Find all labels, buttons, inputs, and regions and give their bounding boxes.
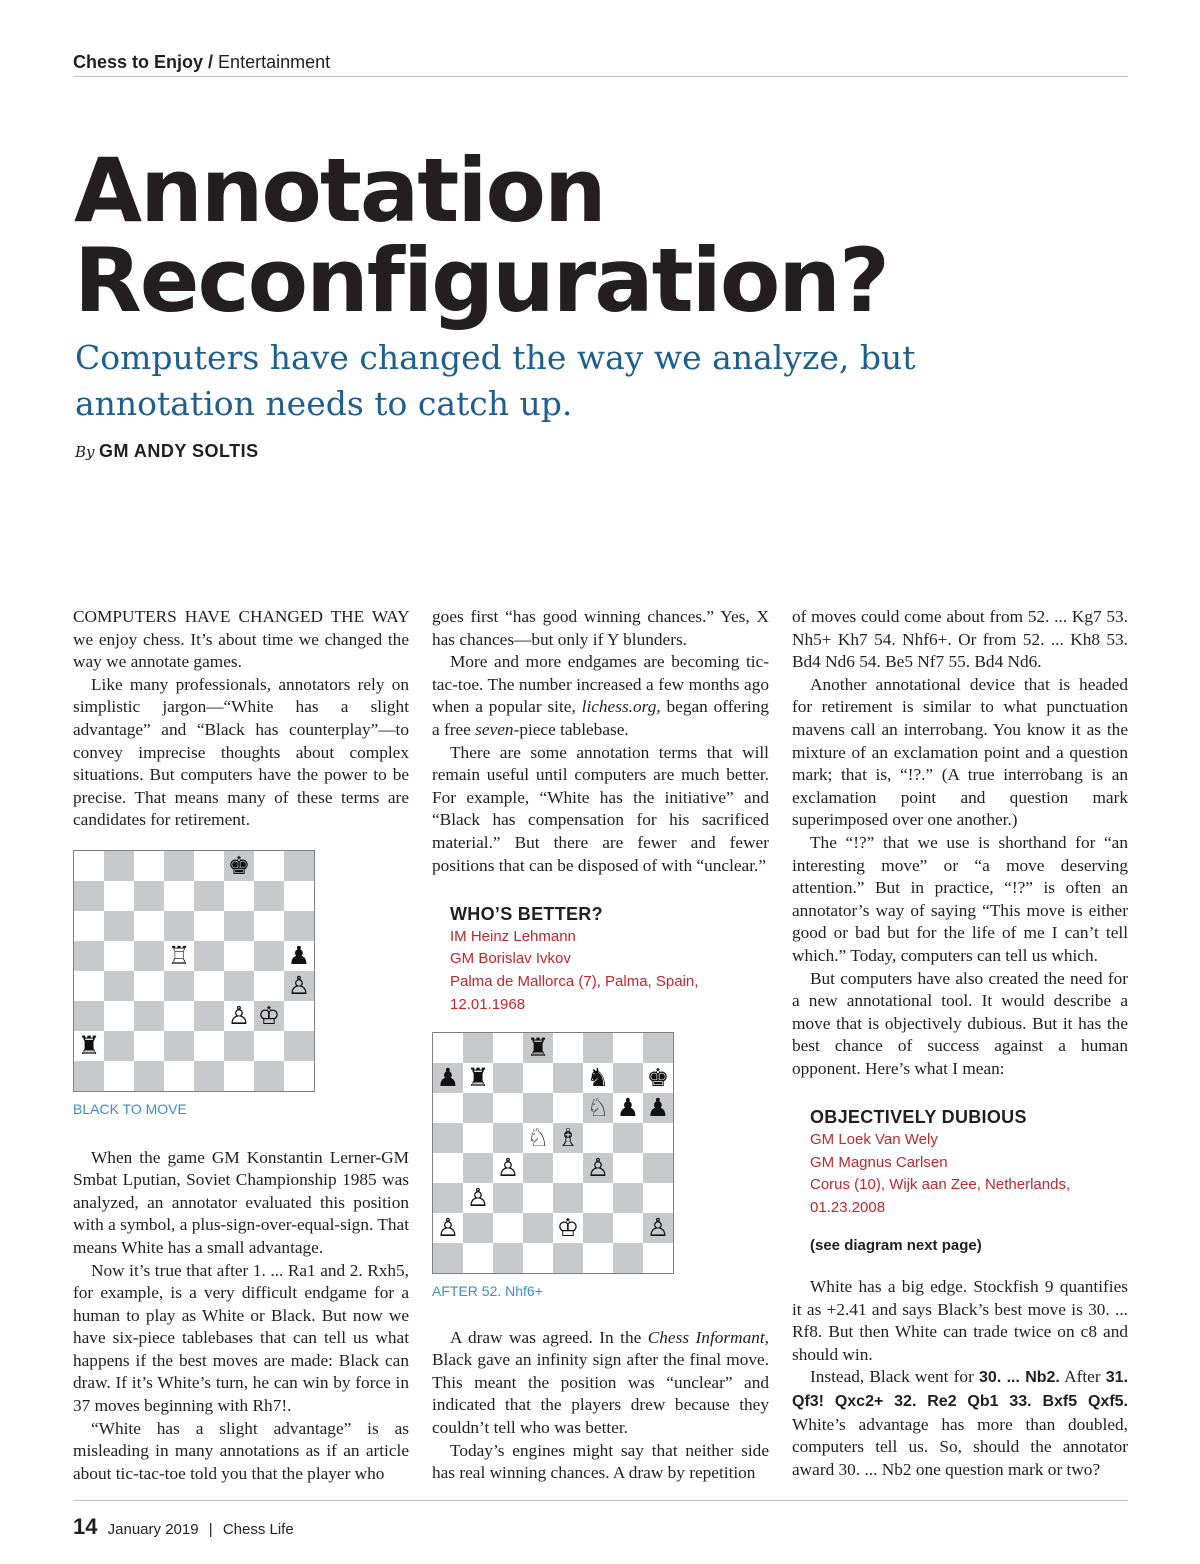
board-square bbox=[284, 1001, 314, 1031]
magazine-name: Chess Life bbox=[222, 1521, 294, 1538]
board-square bbox=[104, 911, 134, 941]
chess-piece: ♙ bbox=[287, 970, 311, 1000]
game-event: Corus (10), Wijk aan Zee, Netherlands, bbox=[810, 1176, 1071, 1194]
board-square bbox=[104, 1031, 134, 1061]
board-square bbox=[463, 1153, 493, 1183]
paragraph-text: Instead, Black went for bbox=[810, 1367, 980, 1387]
board-square bbox=[104, 851, 134, 881]
board-square bbox=[254, 851, 284, 881]
byline-author: GM ANDY SOLTIS bbox=[99, 441, 259, 461]
board-square bbox=[164, 971, 194, 1001]
board-square bbox=[613, 1243, 643, 1273]
board-square bbox=[104, 971, 134, 1001]
board-square bbox=[224, 1061, 254, 1091]
chess-piece: ♘ bbox=[586, 1093, 610, 1123]
board-square bbox=[74, 911, 104, 941]
paragraph: Another annotational device that is headed for retirement is similar to what punctuation mavens call an interrobang. You know it as the mixture of an exclamation point and a question mark; that is, “!?.” (A true interrobang is an exclamation point and question mark superimposed over one another.) bbox=[792, 674, 1128, 830]
page-number: 14 bbox=[73, 1514, 98, 1539]
publication-name: Chess Informant, bbox=[647, 1327, 769, 1347]
chess-piece: ♜ bbox=[526, 1033, 550, 1063]
header-separator: / bbox=[203, 52, 219, 72]
board-square bbox=[523, 1153, 553, 1183]
issue-date: January 2019 bbox=[107, 1521, 199, 1538]
board-square bbox=[134, 911, 164, 941]
board-square bbox=[493, 1183, 523, 1213]
board-square bbox=[523, 1213, 553, 1243]
board-square bbox=[613, 1063, 643, 1093]
paragraph: The “!?” that we use is shorthand for “an interesting move” or “a move deserving attention.” But in practice, “!?” is often an annotator’s way of saying “This move is either good or bad but for the life of me I can’t tell which.” Today, computers can tell us which. bbox=[792, 832, 1128, 965]
board-square bbox=[164, 1001, 194, 1031]
byline-by: By bbox=[75, 443, 95, 461]
site-name: lichess.org, bbox=[581, 697, 661, 717]
board-square bbox=[613, 1213, 643, 1243]
game-black-player: GM Borislav Ivkov bbox=[450, 950, 571, 968]
title-line-1: Annotation bbox=[74, 139, 605, 242]
board-square bbox=[433, 1033, 463, 1063]
paragraph: But computers have also created the need for a new annotational tool. It would describe a move that is objectively dubious. But it has the best chance of success against a human opponent. Here’s what I mean: bbox=[792, 968, 1128, 1078]
chess-piece: ♙ bbox=[466, 1183, 490, 1213]
board-square bbox=[643, 1243, 673, 1273]
diagram-caption: BLACK TO MOVE bbox=[73, 1100, 187, 1117]
game-white-player: GM Loek Van Wely bbox=[810, 1131, 938, 1149]
paragraph-text: Black gave an infinity sign after the final move. This meant the position was “unclear” and indicated that the players drew because they couldn’t tell who was better. bbox=[432, 1350, 769, 1438]
board-square bbox=[433, 1243, 463, 1273]
board-square bbox=[74, 851, 104, 881]
board-square bbox=[104, 881, 134, 911]
board-square bbox=[463, 1033, 493, 1063]
chess-diagram-2 bbox=[432, 1032, 674, 1274]
chess-diagram-1 bbox=[73, 850, 315, 1092]
board-square bbox=[643, 1183, 673, 1213]
section-heading: WHO’S BETTER? bbox=[450, 904, 603, 925]
board-square bbox=[493, 1033, 523, 1063]
board-square bbox=[284, 911, 314, 941]
board-square bbox=[463, 1213, 493, 1243]
board-square bbox=[194, 1031, 224, 1061]
board-square bbox=[553, 1063, 583, 1093]
paragraph: “White has a slight advantage” is as misleading in many annotations as if an article about tic-tac-toe told you that the player who bbox=[73, 1418, 409, 1483]
board-square bbox=[613, 1183, 643, 1213]
board-square bbox=[493, 1243, 523, 1273]
board-square bbox=[583, 1033, 613, 1063]
lead-in: COMPUTERS HAVE CHANGED THE WAY bbox=[73, 607, 409, 626]
game-event: Palma de Mallorca (7), Palma, Spain, bbox=[450, 972, 699, 990]
board-square bbox=[74, 881, 104, 911]
board-square bbox=[433, 1183, 463, 1213]
diagram-caption: AFTER 52. Nhf6+ bbox=[432, 1283, 543, 1300]
board-square bbox=[553, 1183, 583, 1213]
board-square bbox=[224, 1031, 254, 1061]
chess-piece: ♙ bbox=[436, 1213, 460, 1243]
chess-piece: ♚ bbox=[646, 1063, 670, 1093]
board-square bbox=[194, 911, 224, 941]
board-square bbox=[74, 941, 104, 971]
board-square bbox=[164, 1031, 194, 1061]
game-date: 01.23.2008 bbox=[810, 1198, 886, 1216]
paragraph: There are some annotation terms that will remain useful until computers are much better. For example, “White has the initiative” and “Black has compensation for his sacrificed material.” But there are fewer and fewer positions that can be disposed of with “unclear.” bbox=[432, 742, 769, 875]
board-square bbox=[583, 1213, 613, 1243]
paragraph-text: After bbox=[1059, 1367, 1106, 1387]
chess-piece: ♟ bbox=[436, 1063, 460, 1093]
board-square bbox=[164, 881, 194, 911]
board-square bbox=[74, 1001, 104, 1031]
board-square bbox=[433, 1153, 463, 1183]
board-square bbox=[643, 1123, 673, 1153]
game-black-player: GM Magnus Carlsen bbox=[810, 1153, 948, 1171]
see-diagram-note: (see diagram next page) bbox=[810, 1237, 982, 1255]
column-3 bbox=[792, 606, 1128, 1481]
paragraph-text: White’s advantage has more than doubled, computers tell us. So, should the annotator award 30. ... Nb2 one question mark or two? bbox=[792, 1414, 1128, 1479]
board-square bbox=[493, 1123, 523, 1153]
board-square bbox=[523, 1243, 553, 1273]
board-square bbox=[493, 1093, 523, 1123]
board-square bbox=[134, 941, 164, 971]
emphasis: seven bbox=[475, 719, 514, 739]
paragraph-text: we enjoy chess. It’s about time we changed the way we annotate games. bbox=[73, 629, 409, 672]
chess-piece: ♜ bbox=[466, 1063, 490, 1093]
footer-separator: | bbox=[208, 1521, 213, 1538]
board-square bbox=[134, 971, 164, 1001]
chess-piece: ♖ bbox=[167, 940, 191, 970]
board-square bbox=[493, 1213, 523, 1243]
paragraph-text: began offering a free bbox=[432, 697, 770, 739]
board-square bbox=[254, 911, 284, 941]
move-text: 31. Qf3! Qxc2+ 32. Re2 Qb1 33. Bxf5 Qxf5. bbox=[792, 1369, 1129, 1410]
title-line-2: Reconfiguration? bbox=[74, 229, 888, 332]
article-title bbox=[74, 139, 888, 332]
board-square bbox=[553, 1243, 583, 1273]
chess-piece: ♙ bbox=[646, 1213, 670, 1243]
board-square bbox=[194, 851, 224, 881]
board-square bbox=[254, 1031, 284, 1061]
board-square bbox=[194, 941, 224, 971]
board-square bbox=[523, 1183, 553, 1213]
section-heading: OBJECTIVELY DUBIOUS bbox=[810, 1107, 1027, 1128]
board-square bbox=[254, 881, 284, 911]
board-square bbox=[224, 881, 254, 911]
column-2 bbox=[432, 606, 769, 1485]
paragraph: White has a big edge. Stockfish 9 quantifies it as +2.41 and says Black’s best move is 30. ... Rf8. But then White can trade twice on c8 and should win. bbox=[792, 1277, 1128, 1364]
board-square bbox=[224, 911, 254, 941]
page-footer bbox=[73, 1514, 294, 1540]
chess-piece: ♗ bbox=[556, 1123, 580, 1153]
paragraph-text: More and more endgames are becoming tic-tac-toe. The number increased a few months ago when a popular site, bbox=[432, 652, 769, 717]
board-square bbox=[553, 1093, 583, 1123]
board-square bbox=[104, 1001, 134, 1031]
board-square bbox=[463, 1123, 493, 1153]
paragraph bbox=[73, 606, 409, 674]
board-square bbox=[134, 1061, 164, 1091]
move-text: 30. ... Nb2. bbox=[979, 1369, 1060, 1387]
paragraph: of moves could come about from 52. ... Kg7 53. Nh5+ Kh7 54. Nhf6+. Or from 52. ... Kh8 53. Bd4 Nd6 54. Be5 Nf7 55. Bd4 Nd6. bbox=[792, 607, 1128, 672]
chess-piece: ♜ bbox=[77, 1030, 101, 1060]
paragraph-text: -piece tablebase. bbox=[513, 719, 629, 739]
board-square bbox=[463, 1243, 493, 1273]
board-square bbox=[254, 941, 284, 971]
paragraph bbox=[432, 651, 769, 741]
chess-piece: ♔ bbox=[257, 1000, 281, 1030]
board-square bbox=[613, 1153, 643, 1183]
board-square bbox=[284, 881, 314, 911]
chess-piece: ♙ bbox=[586, 1153, 610, 1183]
chess-piece: ♟ bbox=[646, 1093, 670, 1123]
board-square bbox=[254, 1061, 284, 1091]
section-label: Chess to Enjoy bbox=[73, 52, 204, 72]
paragraph bbox=[432, 1327, 769, 1440]
board-square bbox=[224, 971, 254, 1001]
article-subtitle: Computers have changed the way we analyze, but annotation needs to catch up. bbox=[75, 338, 916, 423]
chess-piece: ♘ bbox=[526, 1123, 550, 1153]
board-square bbox=[164, 851, 194, 881]
board-square bbox=[74, 971, 104, 1001]
board-square bbox=[254, 971, 284, 1001]
chess-piece: ♙ bbox=[496, 1153, 520, 1183]
board-square bbox=[134, 881, 164, 911]
board-square bbox=[553, 1153, 583, 1183]
board-square bbox=[194, 1001, 224, 1031]
board-square bbox=[284, 1061, 314, 1091]
board-square bbox=[553, 1033, 583, 1063]
chess-piece: ♞ bbox=[586, 1063, 610, 1093]
board-square bbox=[104, 1061, 134, 1091]
chess-piece: ♚ bbox=[227, 850, 251, 880]
board-square bbox=[74, 1061, 104, 1091]
chess-piece: ♙ bbox=[227, 1000, 251, 1030]
board-square bbox=[463, 1093, 493, 1123]
board-square bbox=[284, 1031, 314, 1061]
board-square bbox=[104, 941, 134, 971]
board-square bbox=[583, 1243, 613, 1273]
board-square bbox=[643, 1153, 673, 1183]
board-square bbox=[613, 1123, 643, 1153]
paragraph: Like many professionals, annotators rely on simplistic jargon—“White has a slight advantage” and “Black has counterplay”—to convey imprecise thoughts about complex situations. But computers have the power to be precise. That means many of these terms are candidates for retirement. bbox=[73, 674, 409, 830]
board-square bbox=[613, 1033, 643, 1063]
paragraph: goes first “has good winning chances.” Yes, X has chances—but only if Y blunders. bbox=[432, 607, 769, 649]
chess-piece: ♔ bbox=[556, 1213, 580, 1243]
board-square bbox=[643, 1033, 673, 1063]
footer-divider bbox=[73, 1500, 1128, 1501]
chess-piece: ♟ bbox=[616, 1093, 640, 1123]
paragraph-text: A draw was agreed. In the bbox=[450, 1327, 648, 1347]
board-square bbox=[583, 1123, 613, 1153]
board-square bbox=[583, 1183, 613, 1213]
board-square bbox=[523, 1093, 553, 1123]
game-date: 12.01.1968 bbox=[450, 995, 526, 1013]
board-square bbox=[433, 1123, 463, 1153]
board-square bbox=[284, 851, 314, 881]
paragraph: Now it’s true that after 1. ... Ra1 and 2. Rxh5, for example, is a very difficult endgame for a human to play as White or Black. But now we have six-piece tablebases that can tell us what happens if the best moves are made: Black can draw. If it’s White’s turn, he can win by force in 37 moves beginning with Rh7!. bbox=[73, 1260, 409, 1416]
column-1 bbox=[73, 606, 409, 1485]
board-square bbox=[433, 1093, 463, 1123]
byline bbox=[75, 441, 259, 462]
board-square bbox=[164, 911, 194, 941]
board-square bbox=[164, 1061, 194, 1091]
board-square bbox=[194, 881, 224, 911]
board-square bbox=[194, 971, 224, 1001]
board-square bbox=[194, 1061, 224, 1091]
chess-piece: ♟ bbox=[287, 940, 311, 970]
paragraph: When the game GM Konstantin Lerner-GM Smbat Lputian, Soviet Championship 1985 was analyzed, an annotator evaluated this position with a symbol, a plus-sign-over-equal-sign. That means White has a small advantage. bbox=[73, 1147, 409, 1257]
board-square bbox=[523, 1063, 553, 1093]
board-square bbox=[224, 941, 254, 971]
game-white-player: IM Heinz Lehmann bbox=[450, 927, 576, 945]
board-square bbox=[493, 1063, 523, 1093]
header-divider bbox=[73, 76, 1128, 77]
paragraph: Today’s engines might say that neither side has real winning chances. A draw by repetition bbox=[432, 1440, 769, 1483]
category-label: Entertainment bbox=[218, 52, 331, 72]
paragraph bbox=[792, 1366, 1128, 1481]
running-header bbox=[73, 52, 1128, 73]
board-square bbox=[134, 1031, 164, 1061]
board-square bbox=[134, 1001, 164, 1031]
board-square bbox=[134, 851, 164, 881]
